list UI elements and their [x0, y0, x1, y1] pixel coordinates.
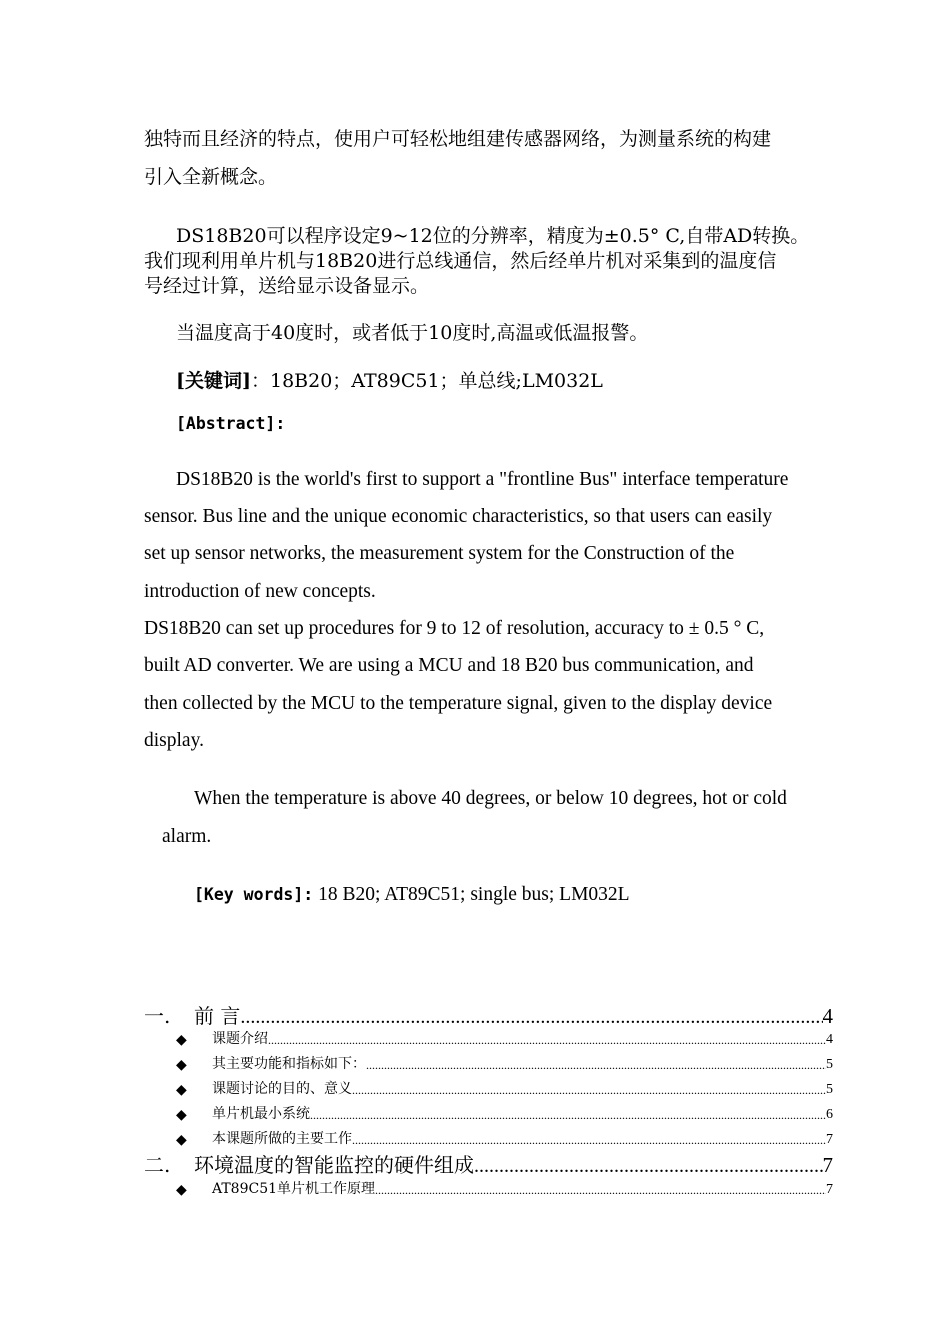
toc-leader	[352, 1133, 826, 1148]
abstract-cn-line-1: 独特而且经济的特点，使用户可轻松地组建传感器网络，为测量系统的构建	[144, 128, 772, 150]
keywords-en	[194, 884, 630, 906]
abstract-cn-line-4: 我们现利用单片机与18B20进行总线通信，然后经单片机对采集到的温度信	[144, 250, 777, 272]
toc-entry-page: 4	[826, 1032, 833, 1047]
diamond-bullet-icon: ◆	[176, 1082, 187, 1098]
toc-entry-number: 一.	[144, 1004, 171, 1028]
toc-entry-8[interactable]	[176, 1178, 833, 1198]
abstract-en-heading: [Abstract]:	[176, 414, 286, 433]
diamond-bullet-icon: ◆	[176, 1057, 187, 1073]
toc-entry-page: 6	[826, 1107, 833, 1122]
toc-entry-5[interactable]	[176, 1103, 833, 1123]
toc-entry-page: 7	[822, 1153, 833, 1177]
toc-leader	[352, 1083, 826, 1098]
toc-entry-title: 环境温度的智能监控的硬件组成	[194, 1153, 474, 1177]
keywords-cn-label: [关键词]	[176, 370, 251, 392]
toc-leader	[474, 1155, 823, 1178]
keywords-cn-value: ：18B20；AT89C51；单总线;LM032L	[250, 370, 603, 392]
keywords-cn	[176, 366, 603, 393]
toc-entry-7[interactable]	[144, 1149, 833, 1178]
abstract-en-line-2: sensor. Bus line and the unique economic characteristics, so that users can easily	[144, 506, 773, 527]
abstract-cn-line-2: 引入全新概念。	[144, 166, 278, 188]
toc-entry-title: 本课题所做的主要工作	[212, 1131, 352, 1147]
toc-entry-4[interactable]	[176, 1078, 833, 1098]
toc-entry-title: AT89C51单片机工作原理	[212, 1181, 376, 1197]
toc-entry-2[interactable]	[176, 1028, 833, 1048]
toc-leader	[310, 1108, 826, 1123]
abstract-en-alarm-line-2: alarm.	[162, 826, 212, 847]
keywords-en-label: [Key words]:	[194, 885, 314, 904]
toc-entry-1[interactable]	[144, 1000, 833, 1029]
abstract-cn-line-5: 号经过计算，送给显示设备显示。	[144, 275, 430, 297]
toc-entry-page: 4	[822, 1004, 833, 1028]
abstract-en-line-3: set up sensor networks, the measurement system for the Construction of the	[144, 543, 735, 564]
toc-entry-number: 二.	[144, 1153, 171, 1177]
abstract-en-line-4: introduction of new concepts.	[144, 581, 376, 602]
toc-leader	[366, 1058, 826, 1073]
toc-entry-page: 7	[826, 1132, 833, 1147]
diamond-bullet-icon: ◆	[176, 1132, 187, 1148]
toc-entry-title: 课题介绍	[212, 1031, 268, 1047]
toc-entry-title: 课题讨论的目的、意义	[212, 1081, 352, 1097]
toc-entry-page: 5	[826, 1057, 833, 1072]
toc-entry-page: 7	[826, 1182, 833, 1197]
toc-entry-page: 5	[826, 1082, 833, 1097]
toc-leader	[240, 1006, 822, 1029]
abstract-en-alarm-line-1: When the temperature is above 40 degrees, or below 10 degrees, hot or cold	[194, 788, 787, 809]
abstract-en-line-8: display.	[144, 730, 204, 751]
abstract-en-line-1: DS18B20 is the world's first to support a "frontline Bus" interface temperature	[176, 469, 789, 490]
abstract-cn-line-6: 当温度高于40度时，或者低于10度时,高温或低温报警。	[176, 322, 649, 344]
diamond-bullet-icon: ◆	[176, 1182, 187, 1198]
abstract-cn-line-3: DS18B20可以程序设定9~12位的分辨率，精度为±0.5° C,自带AD转换。	[176, 225, 810, 247]
diamond-bullet-icon: ◆	[176, 1107, 187, 1123]
abstract-en-line-6: built AD converter. We are using a MCU and 18 B20 bus communication, and	[144, 655, 754, 676]
abstract-en-line-5: DS18B20 can set up procedures for 9 to 12 of resolution, accuracy to ± 0.5 ° C,	[144, 618, 765, 639]
toc-entry-title: 单片机最小系统	[212, 1106, 310, 1122]
toc-entry-3[interactable]	[176, 1053, 833, 1073]
toc-entry-title: 前 言	[194, 1004, 241, 1028]
abstract-en-line-7: then collected by the MCU to the temperature signal, given to the display device	[144, 693, 773, 714]
toc-entry-6[interactable]	[176, 1128, 833, 1148]
keywords-en-value: 18 B20; AT89C51; single bus; LM032L	[313, 884, 630, 905]
toc-leader	[268, 1033, 826, 1048]
toc-leader	[375, 1183, 826, 1198]
diamond-bullet-icon: ◆	[176, 1032, 187, 1048]
toc-entry-title: 其主要功能和指标如下：	[212, 1056, 366, 1072]
